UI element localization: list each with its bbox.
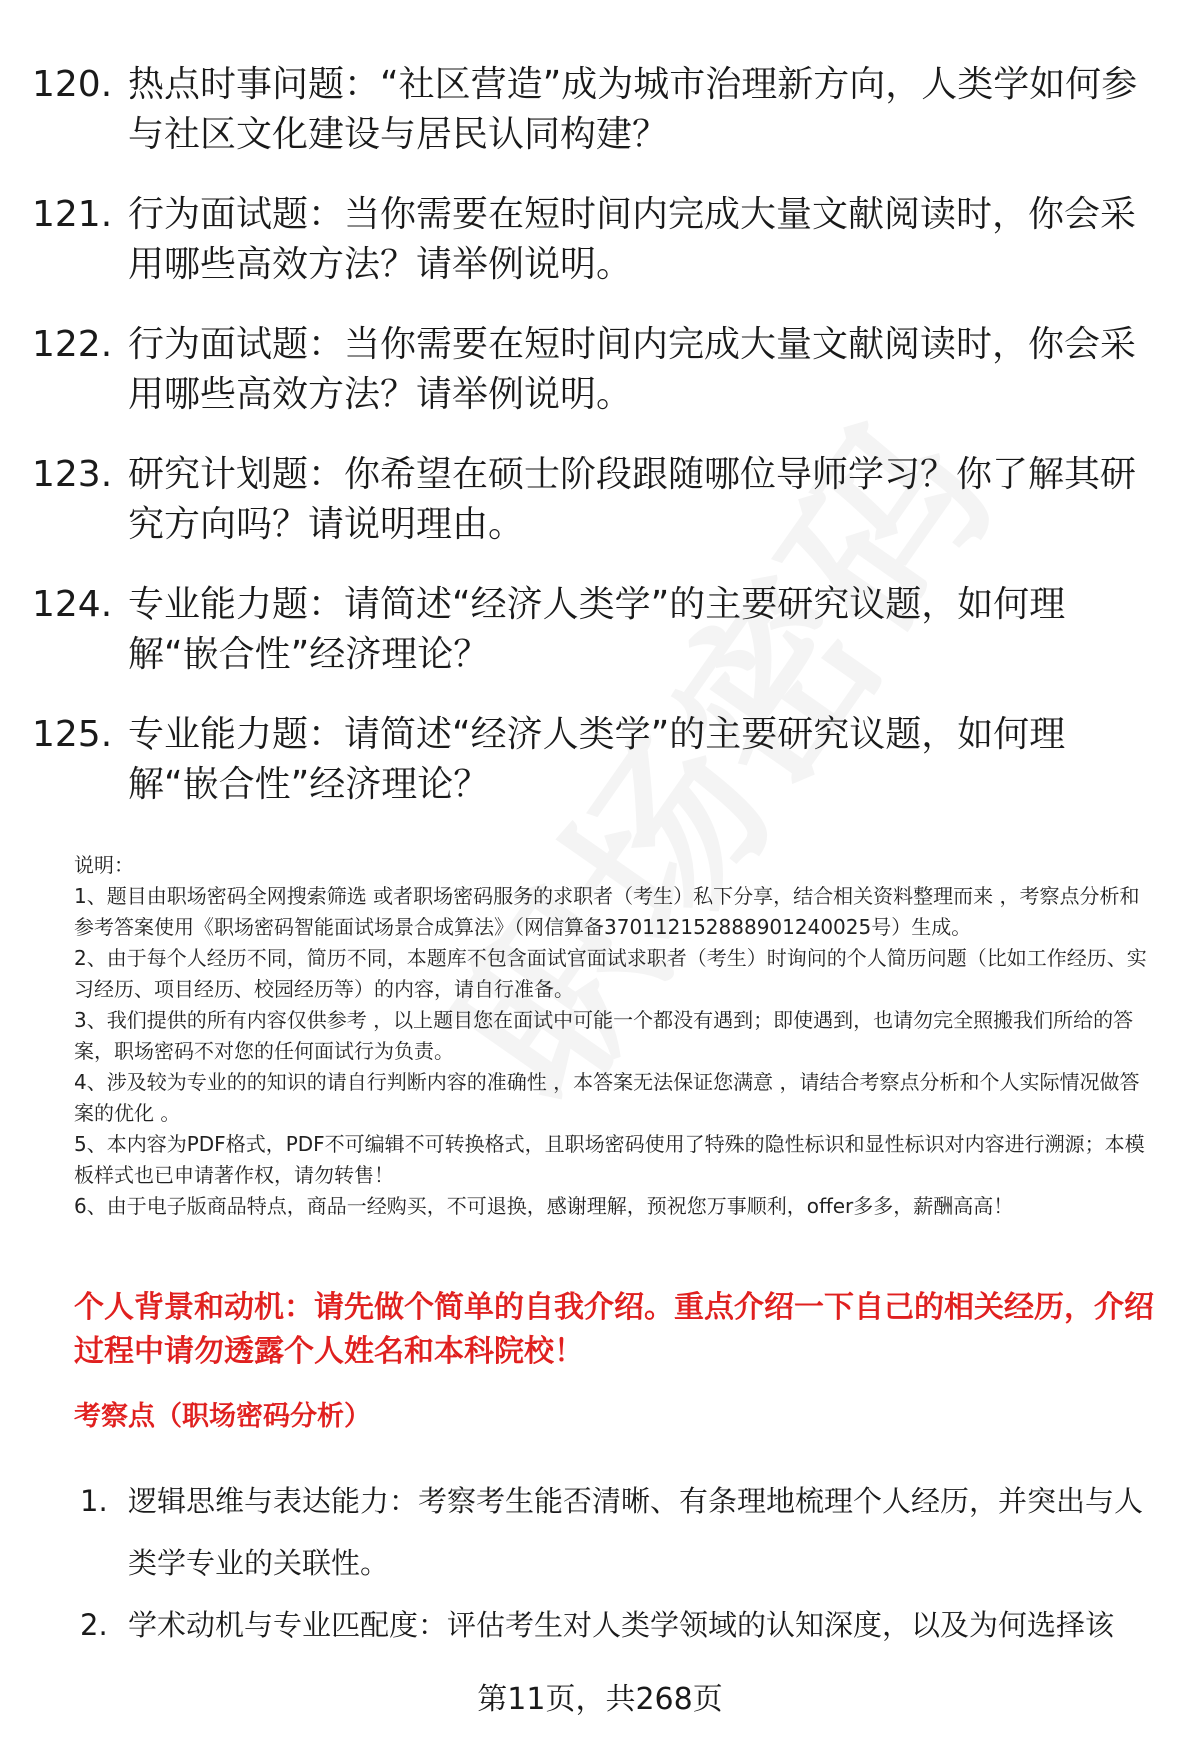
point-number: 1.	[80, 1484, 108, 1518]
question-item	[32, 320, 1152, 420]
question-text: 专业能力题：请简述“经济人类学”的主要研究议题，如何理解“嵌合性”经济理论？	[128, 714, 1066, 805]
note-item: 3、我们提供的所有内容仅供参考 ，以上题目您在面试中可能一个都没有遇到；即使遇到，也请勿完全照搬我们所给的答案，职场密码不对您的任何面试行为负责。	[74, 1008, 1134, 1063]
note-item: 4、涉及较为专业的的知识的请自行判断内容的准确性 ，本答案无法保证您满意 ，请结合考察点分析和个人实际情况做答案的优化 。	[74, 1070, 1140, 1125]
analysis-point	[80, 1470, 1160, 1594]
notes-section	[74, 850, 1154, 1222]
question-number: 122.	[32, 324, 113, 365]
intro-question: 个人背景和动机：请先做个简单的自我介绍。重点介绍一下自己的相关经历，介绍过程中请勿透露个人姓名和本科院校！	[74, 1290, 1154, 1369]
question-item	[32, 60, 1152, 160]
note-item: 2、由于每个人经历不同，简历不同，本题库不包含面试官面试求职者（考生）时询问的个人简历问题（比如工作经历、实习经历、项目经历、校园经历等）的内容，请自行准备。	[74, 946, 1147, 1001]
question-item	[32, 710, 1152, 810]
question-number: 124.	[32, 584, 113, 625]
analysis-point-list	[80, 1470, 1160, 1656]
notes-heading: 说明：	[74, 853, 134, 877]
analysis-point	[80, 1594, 1160, 1656]
question-text: 行为面试题：当你需要在短时间内完成大量文献阅读时，你会采用哪些高效方法？请举例说明。	[128, 324, 1137, 415]
page-footer: 第11页，共268页	[477, 1682, 723, 1717]
note-item: 6、由于电子版商品特点，商品一经购买，不可退换，感谢理解，预祝您万事顺利，offer多多，薪酬高高！	[74, 1194, 1014, 1218]
question-number: 125.	[32, 714, 113, 755]
note-item: 5、本内容为PDF格式，PDF不可编辑不可转换格式，且职场密码使用了特殊的隐性标识和显性标识对内容进行溯源；本模板样式也已申请著作权，请勿转售！	[74, 1132, 1145, 1187]
question-item	[32, 190, 1152, 290]
question-text: 行为面试题：当你需要在短时间内完成大量文献阅读时，你会采用哪些高效方法？请举例说明。	[128, 194, 1137, 285]
question-number: 120.	[32, 64, 113, 105]
question-number: 123.	[32, 454, 113, 495]
point-text: 学术动机与专业匹配度：评估考生对人类学领域的认知深度，以及为何选择该	[128, 1608, 1115, 1642]
question-list	[32, 60, 1152, 840]
point-text: 逻辑思维与表达能力：考察考生能否清晰、有条理地梳理个人经历，并突出与人类学专业的关联性。	[128, 1484, 1144, 1580]
question-text: 研究计划题：你希望在硕士阶段跟随哪位导师学习？你了解其研究方向吗？请说明理由。	[128, 454, 1137, 545]
analysis-heading: 考察点（职场密码分析）	[74, 1401, 371, 1432]
question-text: 热点时事问题：“社区营造”成为城市治理新方向，人类学如何参与社区文化建设与居民认同构建？	[128, 64, 1138, 155]
question-number: 121.	[32, 194, 113, 235]
question-item	[32, 450, 1152, 550]
point-number: 2.	[80, 1608, 108, 1642]
question-text: 专业能力题：请简述“经济人类学”的主要研究议题，如何理解“嵌合性”经济理论？	[128, 584, 1066, 675]
question-item	[32, 580, 1152, 680]
note-item: 1、题目由职场密码全网搜索筛选 或者职场密码服务的求职者（考生）私下分享，结合相关资料整理而来 ，考察点分析和参考答案使用《职场密码智能面试场景合成算法》（网信算备370112152888901240025号）生成。	[74, 884, 1140, 939]
